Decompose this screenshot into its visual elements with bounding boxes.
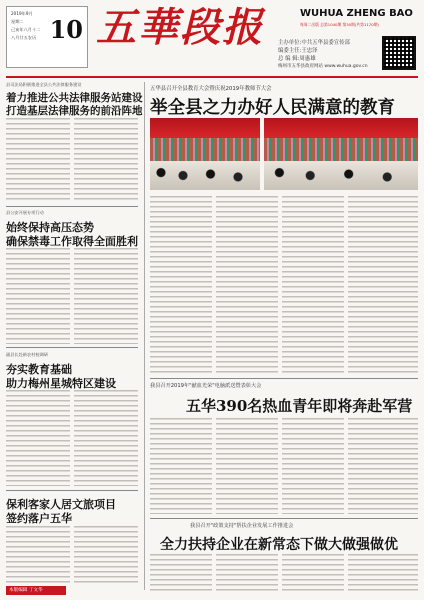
lead-body bbox=[150, 196, 212, 374]
story-title: 打造基层法律服务的前沿阵地 bbox=[6, 105, 143, 117]
story-title: 始终保持高压态势 bbox=[6, 221, 94, 234]
bottom-body bbox=[282, 554, 344, 594]
lead-body bbox=[282, 196, 344, 374]
story-body bbox=[6, 248, 70, 344]
bottom-body bbox=[150, 554, 212, 594]
lead-body bbox=[216, 196, 278, 374]
lead-body bbox=[348, 196, 418, 374]
bottom-headline: 全力扶持企业在新常态下做大做强做优 bbox=[160, 537, 398, 553]
story-title: 签约落户五华 bbox=[6, 512, 72, 525]
mid-kicker: 我县召开2019年"献血光荣"电脑派送暨表彰大会 bbox=[150, 383, 262, 389]
page-editor-tag: 本版编辑 丁文华 bbox=[6, 586, 66, 595]
bottom-body bbox=[348, 554, 418, 594]
story-kicker: 县司法局积极推进全县公共法律服务建设 bbox=[6, 82, 82, 87]
mid-body bbox=[348, 418, 418, 514]
masthead-rule bbox=[6, 76, 418, 78]
story-body bbox=[74, 390, 138, 486]
date-line-3: 己亥年八月十二 bbox=[11, 27, 41, 32]
mid-headline: 五华390名热血青年即将奔赴军营 bbox=[186, 397, 413, 415]
mid-body bbox=[150, 418, 212, 514]
editor-line: 编委主任:王忠泽 bbox=[278, 48, 318, 54]
story-title: 着力推进公共法律服务站建设 bbox=[6, 92, 143, 104]
left-column bbox=[6, 82, 143, 594]
story-kicker: 副县长赴新农村校调研 bbox=[6, 352, 48, 357]
story-body bbox=[74, 248, 138, 344]
divider bbox=[6, 490, 138, 491]
story-title: 夯实教育基础 bbox=[6, 363, 72, 376]
story-body bbox=[74, 118, 138, 202]
lead-photo-award bbox=[150, 118, 260, 190]
story-body bbox=[6, 390, 70, 486]
bottom-kicker: 我县召开"政策支持"帮扶企业发展工作推进会 bbox=[190, 523, 294, 529]
date-line-2: 星期二 bbox=[11, 19, 24, 24]
story-kicker: 县公安开展专项行动 bbox=[6, 210, 44, 215]
qr-code bbox=[382, 36, 416, 70]
bottom-body bbox=[216, 554, 278, 594]
date-line-1: 2019年9月 bbox=[11, 11, 33, 16]
website-line: 梅州市五华县政府网站 www.wuhua.gov.cn bbox=[278, 64, 368, 69]
masthead bbox=[0, 0, 424, 80]
lead-photo-stage bbox=[264, 118, 418, 190]
mid-body bbox=[282, 418, 344, 514]
divider bbox=[6, 206, 138, 207]
date-line-4: 八月廿五农历 bbox=[11, 35, 37, 40]
date-box bbox=[6, 6, 88, 68]
story-title: 保利客家人居文旅项目 bbox=[6, 498, 116, 511]
issue-day-number: 10 bbox=[49, 15, 83, 44]
divider bbox=[150, 378, 418, 379]
story-title: 助力梅州星城特区建设 bbox=[6, 377, 116, 390]
column-divider bbox=[144, 82, 145, 590]
story-title: 确保禁毒工作取得全面胜利 bbox=[6, 235, 138, 248]
publication-meta: 每周二出版 总第1040期 第30期(共第1170期) bbox=[300, 22, 379, 27]
story-body bbox=[74, 526, 138, 584]
mid-body bbox=[216, 418, 278, 514]
divider bbox=[6, 347, 138, 348]
story-body bbox=[6, 526, 70, 584]
newspaper-pinyin: WUHUA ZHENG BAO bbox=[300, 8, 413, 19]
newspaper-logo: 五華段报 bbox=[96, 4, 264, 51]
lead-kicker: 五华县召开全县教育大会暨庆祝2019年教师节大会 bbox=[150, 86, 272, 92]
chief-editor-line: 总 编 辑:周惠雄 bbox=[278, 56, 316, 62]
host-line: 主办单位:中共五华县委宣传部 bbox=[278, 40, 350, 46]
lead-headline: 举全县之力办好人民满意的教育 bbox=[150, 98, 395, 118]
story-body bbox=[6, 118, 70, 202]
divider bbox=[150, 518, 418, 519]
